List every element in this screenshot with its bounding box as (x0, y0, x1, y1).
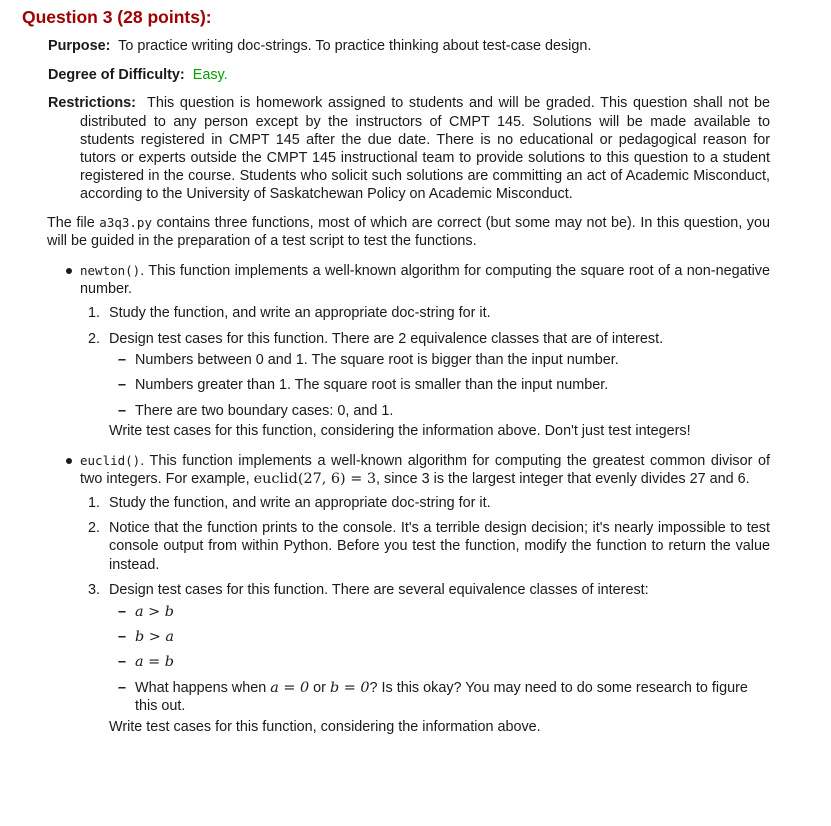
purpose-label: Purpose: (48, 38, 111, 54)
dash-icon: – (118, 351, 127, 368)
step-number: 1. (88, 305, 101, 322)
intro-paragraph (47, 214, 770, 250)
newton-step-2 (48, 330, 770, 348)
subcase-text: There are two boundary cases: 0, and 1. (135, 403, 394, 420)
dash-icon: – (118, 629, 127, 646)
newton-subcase (48, 376, 770, 394)
step-text: Design test cases for this function. There are several equivalence classes of interest: (109, 581, 649, 598)
question-body (48, 37, 770, 736)
intro-text-pre: The file (47, 214, 100, 231)
purpose-text: To practice writing doc-strings. To practice thinking about test-case design. (118, 38, 592, 54)
euclid-desc-text: , since 3 is the largest integer that evenly divides 27 and 6. (376, 470, 750, 487)
newton-closing: Write test cases for this function, considering the information above. Don't just test integers! (109, 423, 691, 440)
file-name: a3q3.py (99, 214, 152, 230)
difficulty-paragraph (48, 66, 770, 84)
step-number: 1. (88, 495, 101, 512)
euclid-item (48, 452, 770, 488)
restrictions-text: This question is homework assigned to students and will be graded. This question shall not be distributed to any person except by the instructors of CMPT 145. Solutions will be made available to students registered in CMPT 145 after the due date. There is no educational or pedagogical reason for tutors or experts outside the CMPT 145 instructional team to provide solutions to this question to a student registered in the course. Students who solicit such solutions are committing an act of Academic Misconduct, according to the University of Saskatchewan Policy on Academic Misconduct. (80, 95, 770, 203)
restrictions-paragraph (48, 94, 770, 203)
euclid-closing: Write test cases for this function, considering the information above. (109, 719, 541, 736)
euclid-case (48, 679, 770, 715)
case-text-part: ? Is this okay? You may need to do some research to figure this out. (135, 679, 748, 714)
step-number: 2. (88, 330, 101, 347)
newton-step-1 (48, 304, 770, 322)
newton-desc-text: . This function implements a well-known algorithm for computing the square root of a non-negative number. (80, 263, 770, 298)
case-math: a > b (135, 604, 174, 621)
step-text: Study the function, and write an appropriate doc-string for it. (109, 495, 491, 512)
difficulty-value: Easy. (192, 67, 228, 84)
restrictions-label: Restrictions: (48, 95, 136, 112)
purpose-paragraph (48, 37, 770, 55)
case-math: b = 0 (329, 679, 370, 696)
newton-item (48, 262, 770, 298)
dash-icon: – (118, 604, 127, 621)
step-number: 2. (88, 520, 101, 537)
step-text: Notice that the function prints to the console. It's a terrible design decision; it's nearly impossible to test console output from within Python. Before you test the function, modify the function to return the value instead. (109, 520, 770, 573)
dash-icon: – (118, 679, 127, 696)
euclid-step-3 (48, 581, 770, 599)
question-title: Question 3 (28 points): (22, 7, 212, 27)
bullet-icon (66, 268, 72, 274)
case-text-part: What happens when (135, 679, 271, 696)
newton-description (80, 262, 770, 298)
case-math: a = 0 (270, 679, 310, 696)
euclid-case (48, 628, 770, 646)
case-math: b > a (135, 629, 174, 646)
euclid-case (48, 653, 770, 671)
step-number: 3. (88, 581, 101, 598)
bullet-icon (66, 458, 72, 464)
dash-icon: – (118, 377, 127, 394)
subcase-text: Numbers greater than 1. The square root is smaller than the input number. (135, 377, 609, 394)
case-text (135, 679, 770, 715)
euclid-description (80, 452, 770, 488)
step-text: Study the function, and write an appropriate doc-string for it. (109, 305, 491, 322)
euclid-desc-text: . This function implements a well-known algorithm for computing the greatest common divisor of two integers. For example, (80, 452, 770, 487)
case-text-part: or (309, 679, 330, 696)
intro-text-post: contains three functions, most of which are correct (but some may not be). In this question, you will be guided in the preparation of a test script to test the functions. (47, 214, 770, 249)
dash-icon: – (118, 403, 127, 420)
dash-icon: – (118, 654, 127, 671)
euclid-example: euclid(27, 6) = 3 (253, 470, 377, 487)
newton-subcase (48, 402, 770, 420)
case-math: a = b (135, 654, 174, 671)
newton-function-name: newton() (80, 263, 141, 279)
step-text: Design test cases for this function. There are 2 equivalence classes that are of interest. (109, 330, 664, 347)
difficulty-label: Degree of Difficulty: (48, 67, 185, 84)
euclid-step-1 (48, 494, 770, 512)
subcase-text: Numbers between 0 and 1. The square root is bigger than the input number. (135, 351, 619, 368)
euclid-function-name: euclid() (80, 452, 141, 468)
euclid-case (48, 603, 770, 621)
newton-subcase (48, 351, 770, 369)
euclid-step-2 (48, 519, 770, 574)
